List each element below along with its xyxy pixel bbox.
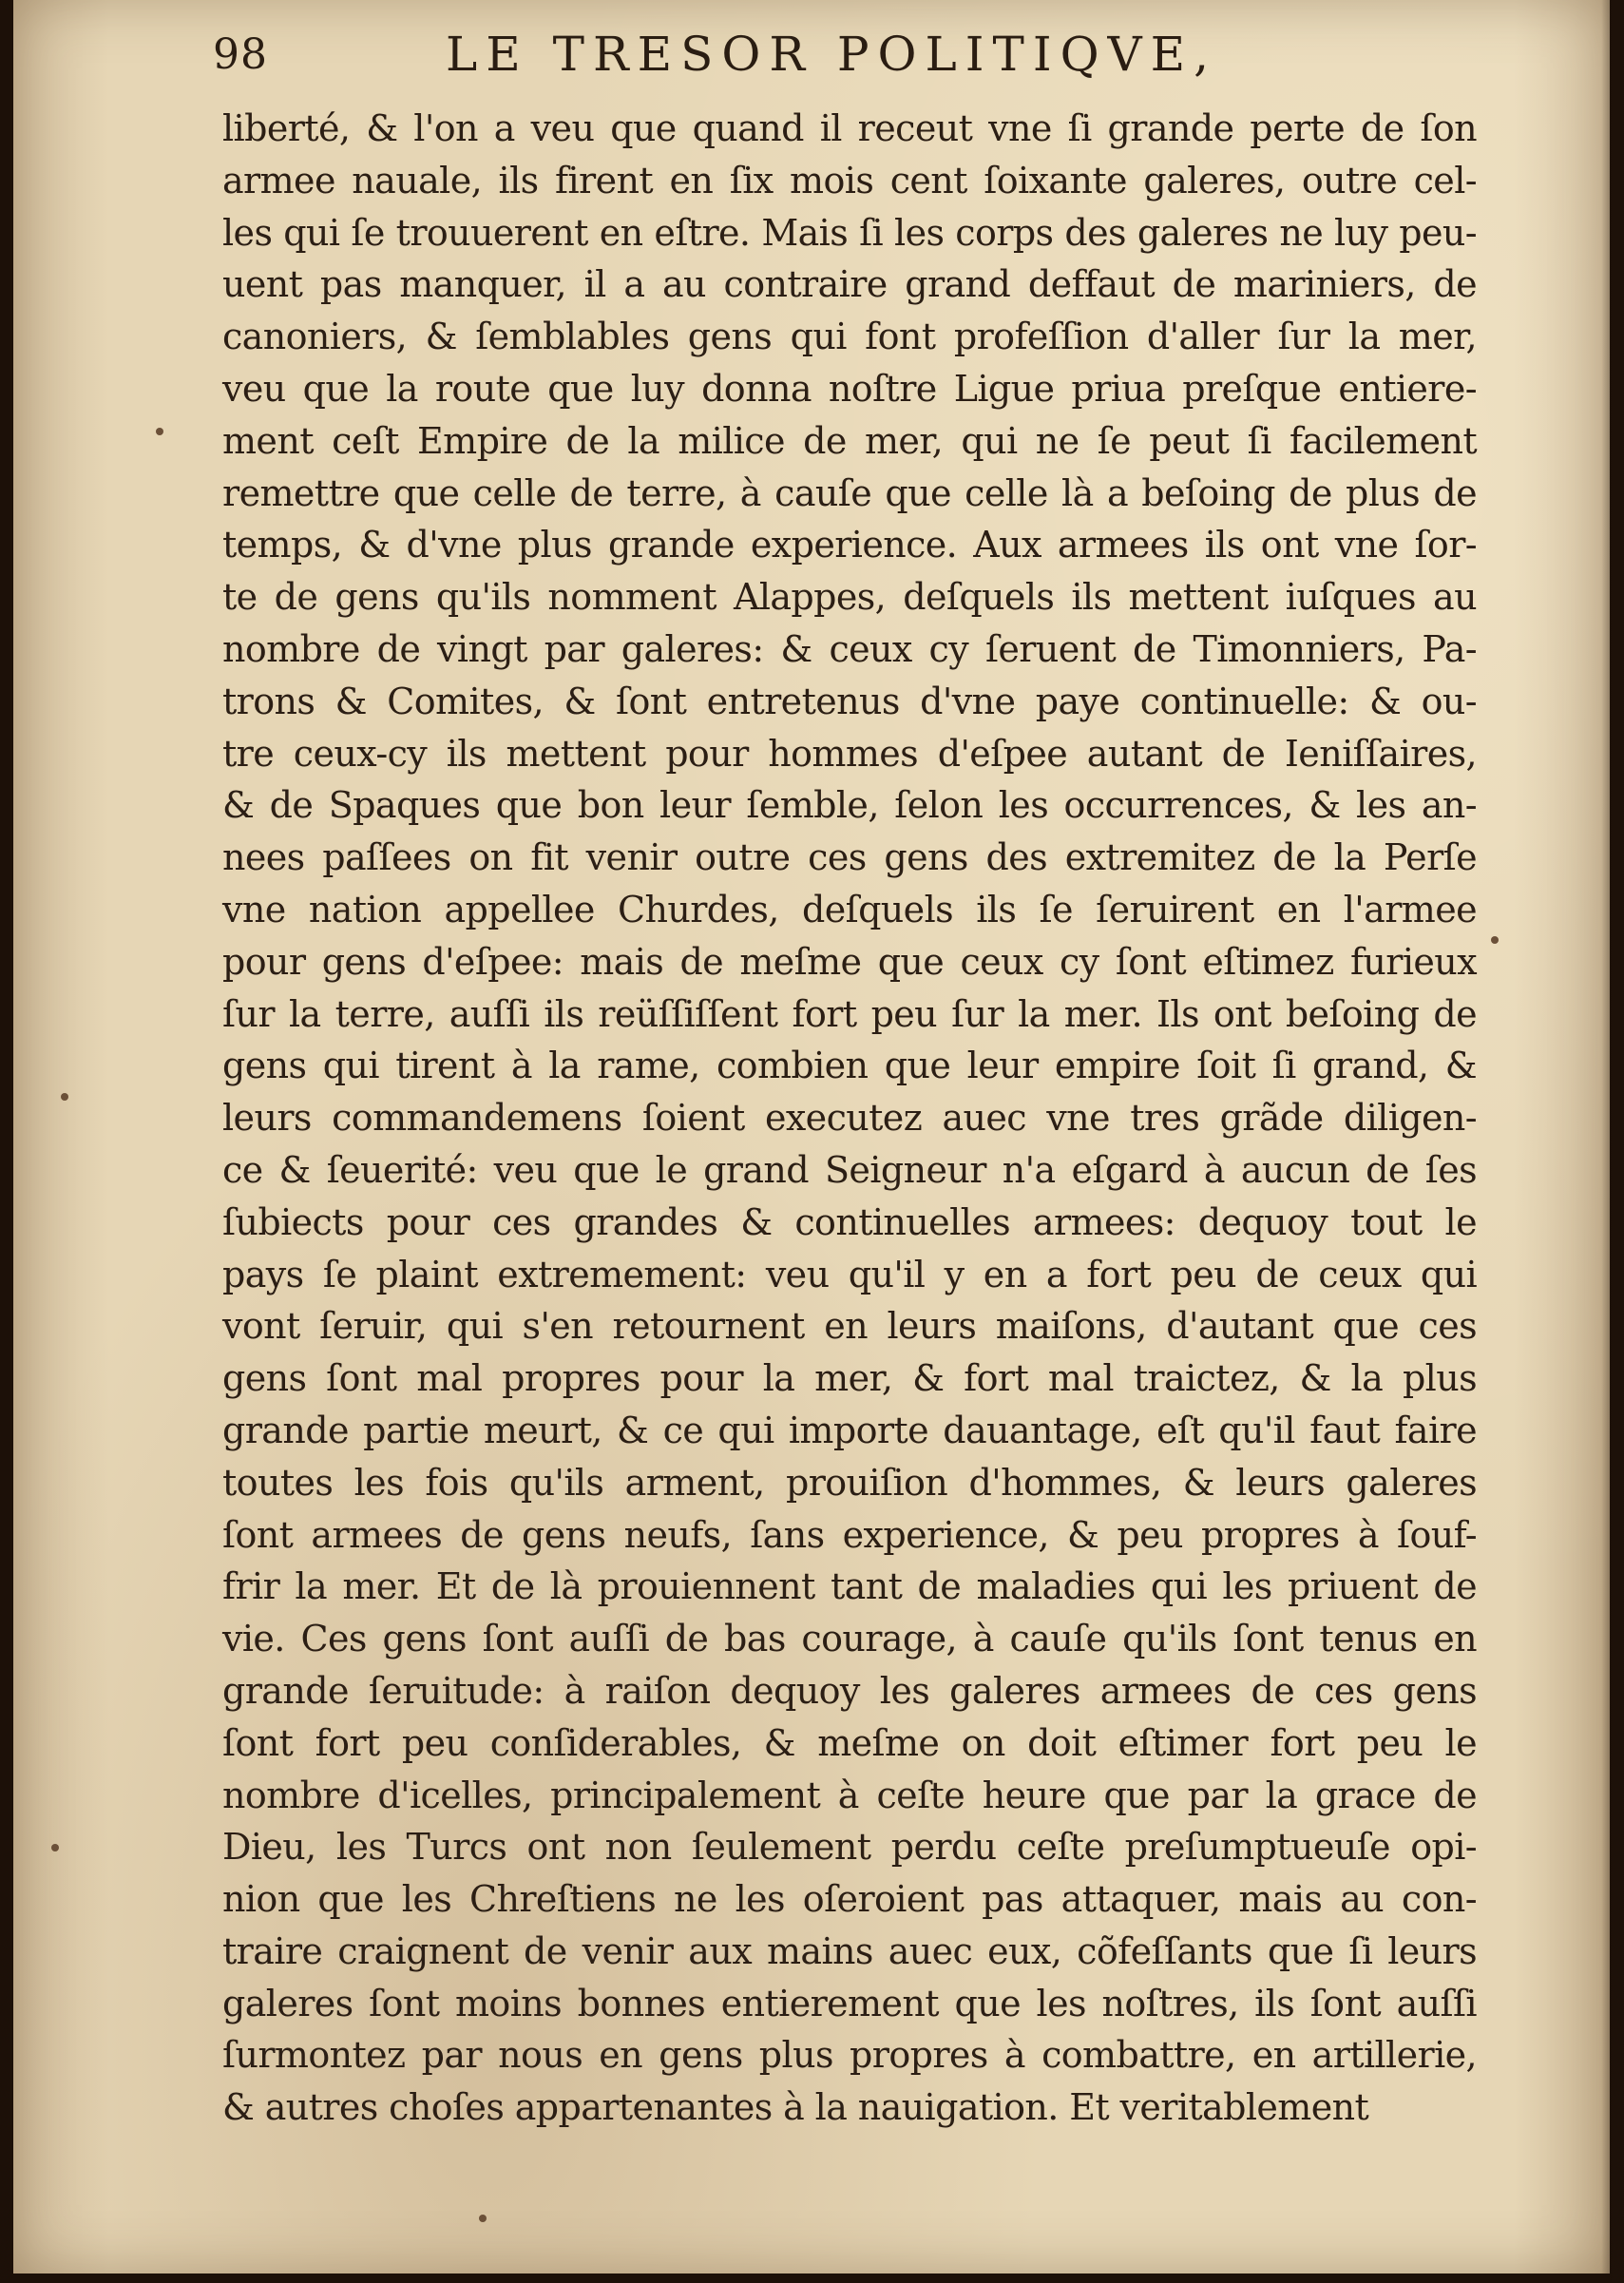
book-page bbox=[13, 0, 1610, 2273]
text-line: ſur la terre, auſſi ils reüſſiſſent fort peu ſur la mer. Ils ont beſoing de bbox=[222, 992, 1477, 1035]
text-line: armee nauale, ils firent en ſix mois cent ſoixante galeres, outre cel- bbox=[222, 159, 1477, 201]
text-line: nombre d'icelles, principalement à ceſte heure que par la grace de bbox=[222, 1774, 1477, 1816]
page-number: 98 bbox=[213, 30, 268, 79]
ink-speck bbox=[51, 1844, 59, 1851]
text-line: frir la mer. Et de là prouiennent tant de maladies qui les priuent de bbox=[222, 1565, 1477, 1608]
text-line: leurs commandemens ſoient executez auec vne tres grãde diligen- bbox=[222, 1097, 1477, 1140]
text-line: ſont fort peu conſiderables, & meſme on doit eſtimer fort peu le bbox=[222, 1721, 1477, 1764]
text-line: vie. Ces gens ſont auſſi de bas courage, à cauſe qu'ils ſont tenus en bbox=[222, 1618, 1477, 1660]
body-text bbox=[222, 103, 1477, 2134]
text-line: vne nation appellee Churdes, deſquels ils ſe ſeruirent en l'armee bbox=[222, 888, 1477, 930]
text-line: te de gens qu'ils nomment Alappes, deſquels ils mettent iuſques au bbox=[222, 576, 1477, 619]
text-line: galeres ſont moins bonnes entierement que les noſtres, ils ſont auſſi bbox=[222, 1982, 1477, 2024]
ink-speck bbox=[61, 1093, 68, 1101]
text-line: ſubiects pour ces grandes & continuelles armees: dequoy tout le bbox=[222, 1200, 1477, 1243]
text-line: vont ſeruir, qui s'en retournent en leurs maiſons, d'autant que ces bbox=[222, 1305, 1477, 1348]
text-line: & de Spaques que bon leur ſemble, ſelon les occurrences, & les an- bbox=[222, 784, 1477, 827]
text-line: ſurmontez par nous en gens plus propres à combattre, en artillerie, bbox=[222, 2034, 1477, 2077]
text-line: ment ceſt Empire de la milice de mer, qui ne ſe peut ſi facilement bbox=[222, 419, 1477, 462]
text-line: ce & ſeuerité: veu que le grand Seigneur n'a eſgard à aucun de ſes bbox=[222, 1148, 1477, 1191]
text-line: traire craignent de venir aux mains auec eux, cõfeſſants que ſi leurs bbox=[222, 1929, 1477, 1972]
text-line: pays ſe plaint extremement: veu qu'il y en a fort peu de ceux qui bbox=[222, 1253, 1477, 1295]
text-line: remettre que celle de terre, à cauſe que celle là a beſoing de plus de bbox=[222, 471, 1477, 514]
text-line: temps, & d'vne plus grande experience. Aux armees ils ont vne ſor- bbox=[222, 524, 1477, 566]
text-line: pour gens d'eſpee: mais de meſme que ceux cy ſont eſtimez furieux bbox=[222, 940, 1477, 983]
text-line: canoniers, & ſemblables gens qui font profeſſion d'aller ſur la mer, bbox=[222, 316, 1477, 358]
text-line: grande ſeruitude: à raiſon dequoy les galeres armees de ces gens bbox=[222, 1669, 1477, 1712]
ink-speck bbox=[156, 428, 163, 435]
text-line: nees paſſees on fit venir outre ces gens des extremitez de la Perſe bbox=[222, 836, 1477, 879]
text-line: tre ceux-cy ils mettent pour hommes d'eſpee autant de Ieniſſaires, bbox=[222, 732, 1477, 775]
text-line: nion que les Chreſtiens ne les oſeroient pas attaquer, mais au con- bbox=[222, 1878, 1477, 1921]
text-line: grande partie meurt, & ce qui importe dauantage, eſt qu'il faut faire bbox=[222, 1409, 1477, 1451]
text-line: & autres choſes appartenantes à la nauigation. Et veritablement bbox=[222, 2086, 1369, 2129]
binding-shadow bbox=[1601, 0, 1624, 2283]
text-line: uent pas manquer, il a au contraire grand deffaut de mariniers, de bbox=[222, 263, 1477, 306]
text-line: toutes les fois qu'ils arment, prouiſion d'hommes, & leurs galeres bbox=[222, 1461, 1477, 1504]
text-line: liberté, & l'on a veu que quand il receut vne ſi grande perte de ſon bbox=[222, 107, 1477, 149]
text-line: veu que la route que luy donna noſtre Ligue priua preſque entiere- bbox=[222, 367, 1477, 410]
ink-speck bbox=[479, 2215, 487, 2222]
text-line: nombre de vingt par galeres: & ceux cy ſeruent de Timonniers, Pa- bbox=[222, 627, 1477, 670]
text-line: trons & Comites, & ſont entretenus d'vne paye continuelle: & ou- bbox=[222, 680, 1477, 722]
text-line: gens ſont mal propres pour la mer, & fort mal traictez, & la plus bbox=[222, 1357, 1477, 1400]
text-line: Dieu, les Turcs ont non ſeulement perdu ceſte preſumptueuſe opi- bbox=[222, 1826, 1477, 1869]
running-title: LE TRESOR POLITIQVE, bbox=[446, 27, 1218, 82]
text-line: gens qui tirent à la rame, combien que leur empire ſoit ſi grand, & bbox=[222, 1045, 1477, 1087]
text-line: les qui ſe trouuerent en eſtre. Mais ſi les corps des galeres ne luy peu- bbox=[222, 211, 1477, 254]
ink-speck bbox=[1491, 936, 1499, 944]
text-line: ſont armees de gens neufs, ſans experience, & peu propres à ſouf- bbox=[222, 1513, 1477, 1556]
page-header bbox=[213, 27, 1382, 93]
